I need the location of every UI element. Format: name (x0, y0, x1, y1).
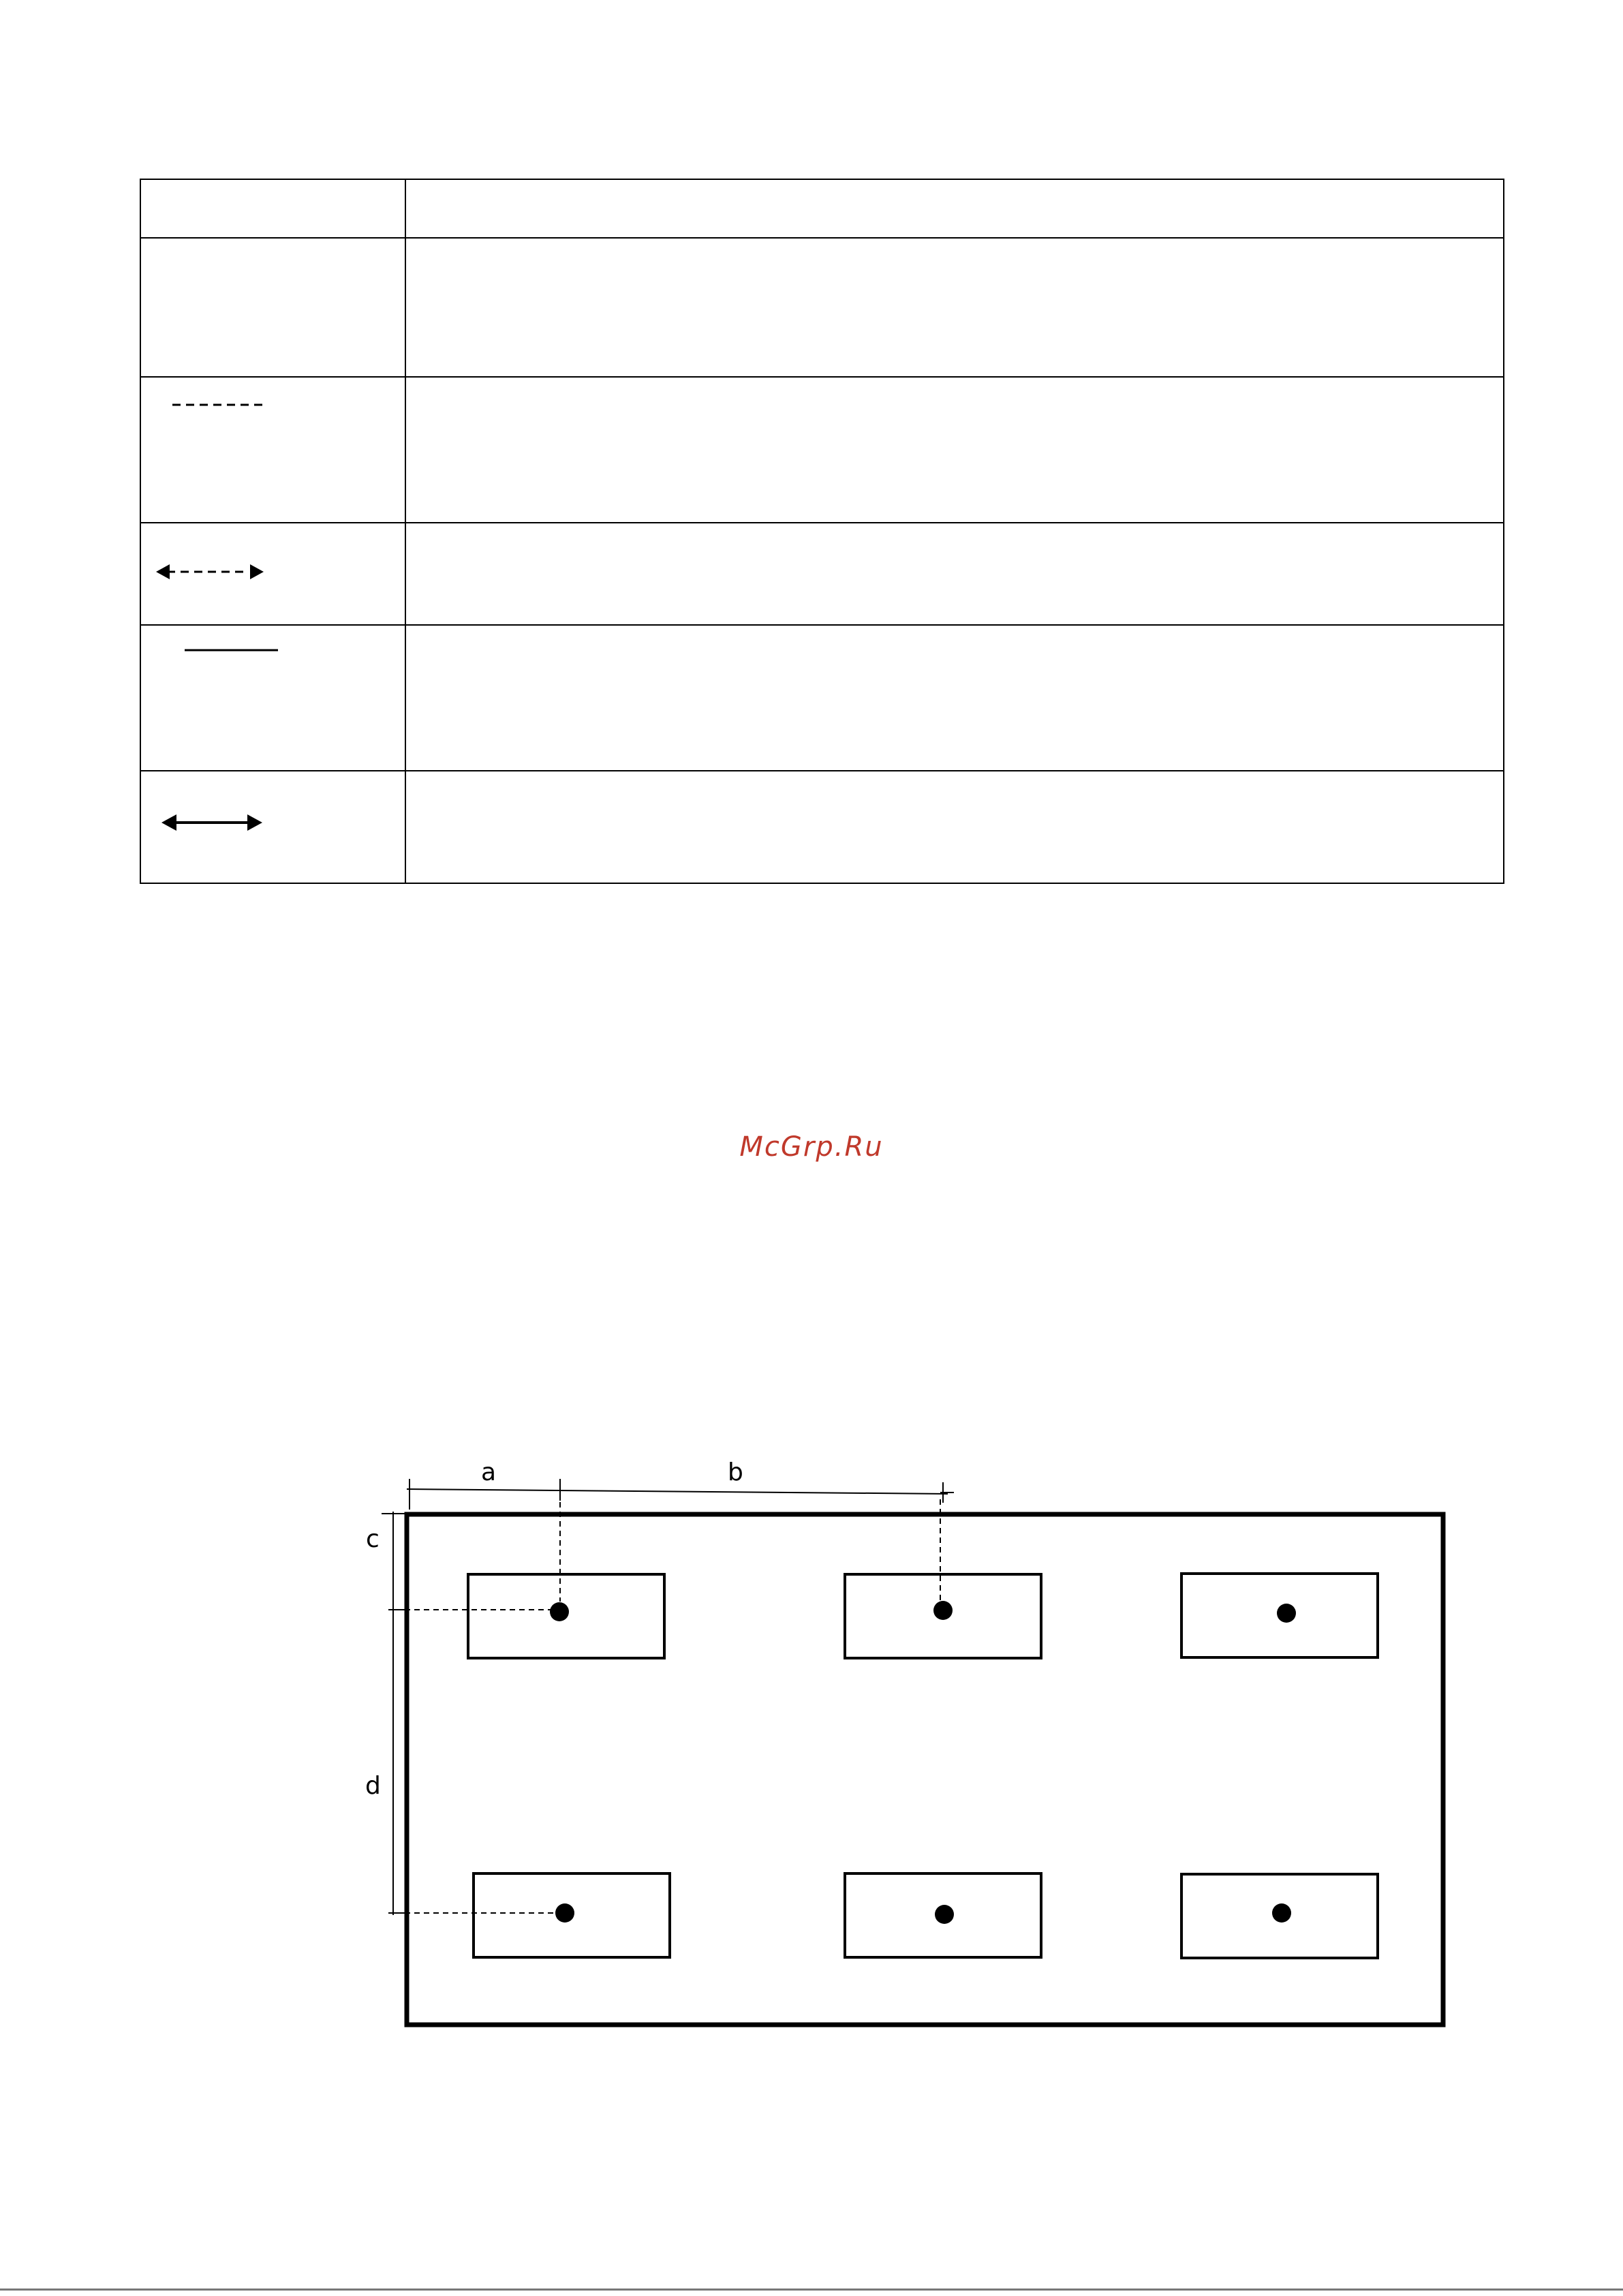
legend-row (140, 523, 1504, 625)
mounting-point (933, 1601, 953, 1620)
description-cell (405, 238, 1504, 377)
dimension-label-c: c (366, 1525, 380, 1553)
symbol-cell (140, 377, 405, 523)
description-cell (405, 377, 1504, 523)
description-cell (405, 625, 1504, 771)
legend-row (140, 771, 1504, 883)
dimension-label-b: b (728, 1458, 743, 1486)
legend-row (140, 238, 1504, 377)
dashed-line-icon (141, 378, 406, 523)
symbol-cell (140, 771, 405, 883)
symbol-cell (140, 238, 405, 377)
description-cell (405, 771, 1504, 883)
legend-row (140, 377, 1504, 523)
legend-header-row (140, 179, 1504, 238)
legend-row (140, 625, 1504, 771)
horizontal-dimension (407, 1479, 954, 1603)
dashed-double-arrow-icon (141, 523, 406, 626)
mounting-point (1272, 1903, 1291, 1923)
header-symbol-cell (140, 179, 405, 238)
mounting-point (550, 1602, 569, 1621)
symbol-cell (140, 625, 405, 771)
mounting-point (1277, 1604, 1296, 1623)
mounting-point (935, 1905, 954, 1924)
module-grid (468, 1574, 1378, 1958)
solid-double-arrow-icon (141, 771, 406, 884)
description-cell (405, 523, 1504, 625)
legend-table (140, 179, 1504, 884)
page-bottom-rule (0, 2289, 1623, 2291)
dimension-label-d: d (365, 1772, 381, 1800)
mounting-layout-diagram (0, 1431, 1623, 2045)
dimension-label-a: a (481, 1458, 497, 1486)
outer-panel-frame (407, 1514, 1443, 2025)
symbol-cell (140, 523, 405, 625)
header-description-cell (405, 179, 1504, 238)
watermark: McGrp.Ru (739, 1131, 884, 1163)
solid-line-icon (141, 626, 406, 771)
mounting-point (555, 1903, 574, 1923)
